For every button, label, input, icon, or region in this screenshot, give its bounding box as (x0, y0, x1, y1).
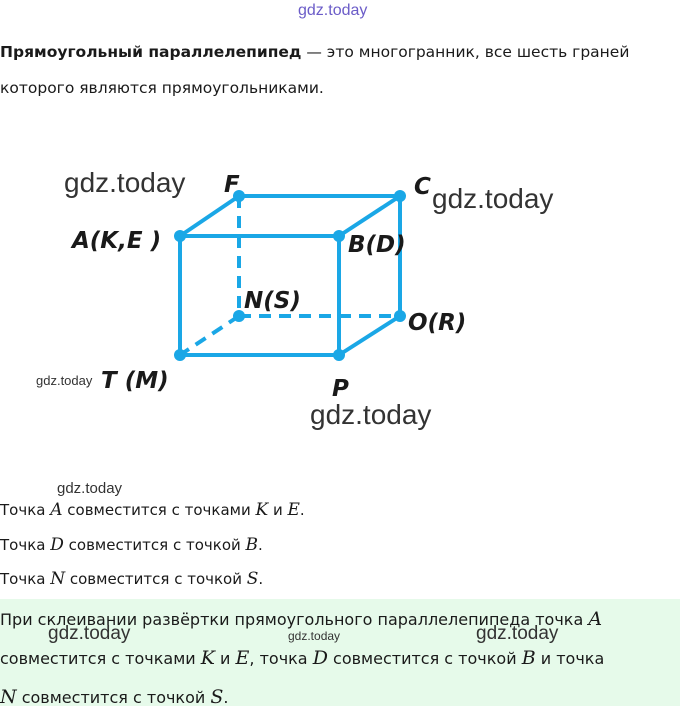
watermark-green-2: gdz.today (288, 629, 341, 643)
watermark-green-3: gdz.today (476, 623, 559, 644)
watermark-top: gdz.today (298, 2, 368, 19)
watermark-fig-right: gdz.today (432, 183, 554, 214)
edge-BC (339, 196, 400, 236)
vertex-P (333, 349, 345, 361)
label-O: O(R) (408, 310, 467, 336)
parallelepiped-figure (0, 150, 680, 440)
vertex-A (174, 230, 186, 242)
edge-AF (180, 196, 239, 236)
watermark-fig-small: gdz.today (36, 373, 93, 388)
watermark-green-1: gdz.today (48, 623, 131, 644)
label-B: B(D) (348, 232, 406, 258)
label-F: F (224, 172, 240, 198)
label-C: C (414, 174, 431, 200)
label-T: T (M) (101, 368, 169, 394)
watermark-fig-bottom: gdz.today (310, 399, 432, 430)
statement-A: Точка A совместится с точками K и E. (0, 500, 305, 520)
watermark-fig-left: gdz.today (64, 167, 186, 198)
definition-text: — это многогранник, все шесть граней которого являются прямоугольниками. (0, 43, 630, 97)
edge-NT-hidden (180, 316, 239, 355)
vertex-C (394, 190, 406, 202)
definition-paragraph (0, 34, 640, 106)
edge-PO (339, 316, 400, 355)
vertex-O (394, 310, 406, 322)
watermark-mid: gdz.today (57, 480, 123, 497)
vertex-B (333, 230, 345, 242)
statement-D: Точка D совместится с точкой B. (0, 535, 263, 555)
label-P: P (332, 376, 349, 402)
vertex-T (174, 349, 186, 361)
statement-N: Точка N совместится с точкой S. (0, 569, 264, 589)
definition-term: Прямоугольный параллелепипед (0, 43, 302, 61)
label-N: N(S) (244, 288, 301, 314)
conclusion-text: При склеивании развёртки прямоугольного параллелепипеда точка A совместится с точками K и E, точка D совместится с точкой B и точка N совместится с точкой S. (0, 608, 605, 708)
label-A: A(K,E ) (72, 228, 162, 254)
